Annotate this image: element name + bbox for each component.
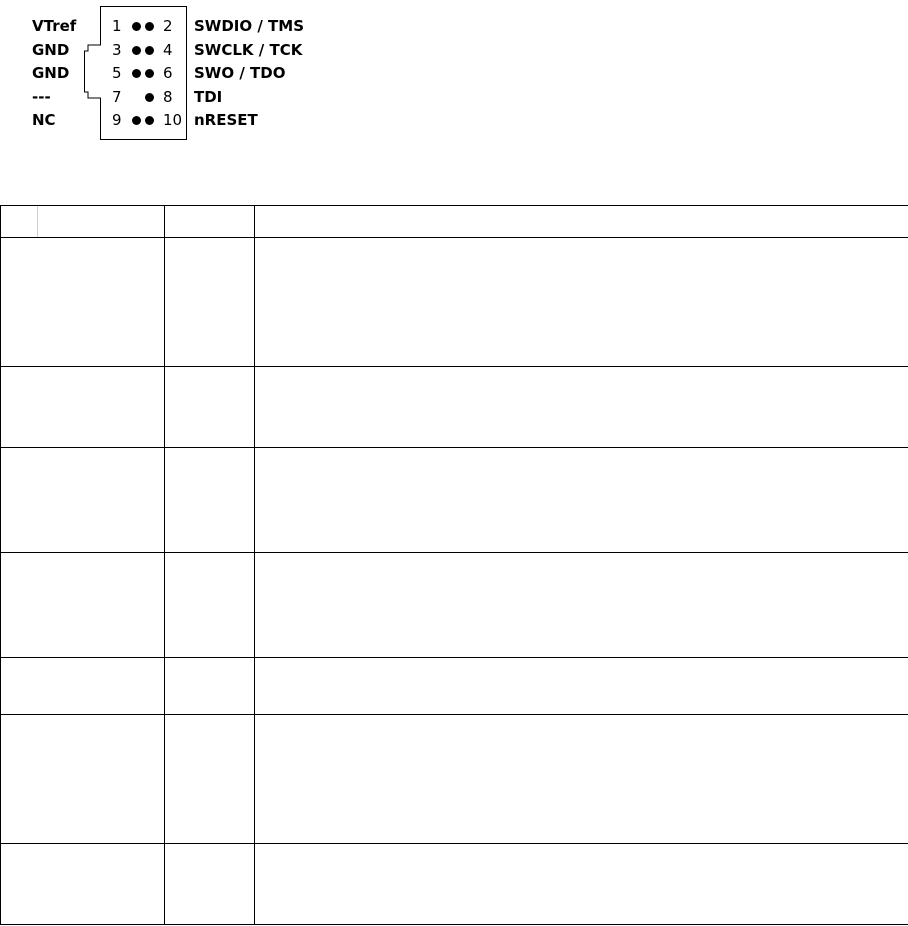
pin-dot-2 <box>145 22 154 31</box>
table-cell <box>1 238 165 367</box>
signal-label-swdio-tms: SWDIO / TMS <box>194 17 305 35</box>
pin-dot-6 <box>145 69 154 78</box>
pin-dot-9 <box>132 116 141 125</box>
header-cell-description <box>255 206 908 238</box>
pin-number-7: 7 <box>112 88 122 106</box>
pin-number-5: 5 <box>112 64 122 82</box>
signal-label-gnd-2: GND <box>32 64 70 82</box>
signal-label-nc: NC <box>32 111 56 129</box>
pin-number-4: 4 <box>163 41 173 59</box>
table-cell <box>165 238 255 367</box>
table-cell <box>1 715 165 844</box>
pin-number-2: 2 <box>163 17 173 35</box>
table-row <box>1 715 908 844</box>
header-cell-type <box>165 206 255 238</box>
table-cell <box>255 658 908 715</box>
pin-dot-10 <box>145 116 154 125</box>
table-cell <box>1 367 165 448</box>
table-cell <box>165 715 255 844</box>
connector-pinout-diagram <box>0 0 908 150</box>
table-cell <box>165 658 255 715</box>
table-row <box>1 553 908 658</box>
pin-dot-4 <box>145 46 154 55</box>
pin-number-10: 10 <box>163 111 183 129</box>
table-cell <box>255 553 908 658</box>
pin-dot-1 <box>132 22 141 31</box>
table-cell <box>255 715 908 844</box>
signal-label-vtref: VTref <box>32 17 77 35</box>
signal-label-nreset: nRESET <box>194 111 258 129</box>
table-cell <box>255 448 908 553</box>
pin-dot-5 <box>132 69 141 78</box>
table-cell <box>1 448 165 553</box>
table-cell <box>1 553 165 658</box>
table-cell <box>165 553 255 658</box>
pin-dot-8 <box>145 93 154 102</box>
table-row <box>1 844 908 925</box>
pin-number-1: 1 <box>112 17 122 35</box>
signal-label-tdi: TDI <box>194 88 223 106</box>
pin-dot-3 <box>132 46 141 55</box>
signal-label-unused: --- <box>32 88 51 106</box>
header-separator <box>37 206 38 237</box>
table-cell <box>165 367 255 448</box>
table-cell <box>255 844 908 925</box>
table-row <box>1 367 908 448</box>
table-cell <box>255 367 908 448</box>
table-cell <box>1 844 165 925</box>
table-cell <box>1 658 165 715</box>
signal-label-swclk-tck: SWCLK / TCK <box>194 41 303 59</box>
table-row <box>1 448 908 553</box>
table-row <box>1 658 908 715</box>
table-cell <box>165 448 255 553</box>
pin-description-table <box>0 205 908 925</box>
signal-label-gnd-1: GND <box>32 41 70 59</box>
pin-number-6: 6 <box>163 64 173 82</box>
table-row <box>1 238 908 367</box>
table-header-row <box>1 206 908 238</box>
table-cell <box>165 844 255 925</box>
pin-number-8: 8 <box>163 88 173 106</box>
header-cell-signal <box>1 206 165 238</box>
table-cell <box>255 238 908 367</box>
pin-number-3: 3 <box>112 41 122 59</box>
pin-number-9: 9 <box>112 111 122 129</box>
signal-label-swo-tdo: SWO / TDO <box>194 64 286 82</box>
